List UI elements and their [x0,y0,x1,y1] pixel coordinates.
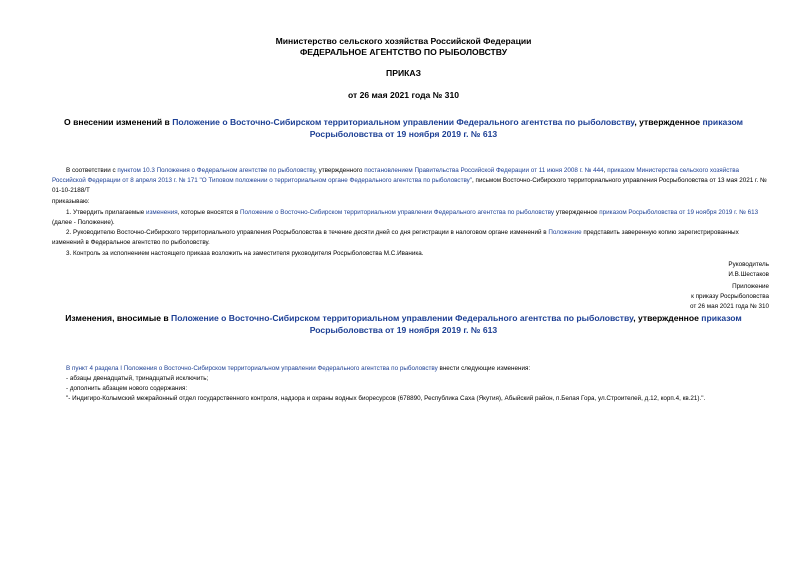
changes-line-new-text: "- Индигиро-Колымский межрайонный отдел государственного контроля, надзора и охраны водных биоресурсов (678890, Республика Саха (Якутия), Абыйский район, п.Белая Гора, ул.Строителей, д.12, корп.4, кв.21).". [66,395,706,402]
appendix-to: к приказу Росрыболовства [691,293,769,300]
signatory-name: И.В.Шестаков [728,271,769,278]
appendix-title-link-order-tail[interactable]: Росрыболовства от 19 ноября 2019 г. № 613 [309,325,498,335]
item-1-paragraph: 1. Утвердить прилагаемые изменения, которые вносятся в Положение о Восточно-Сибирском территориальном управлении Федерального агентства по рыболовству утвержденное приказом Росрыболовства от 19 ноября 2019 г. № 613 (далее - Положение). [52,209,759,226]
link-regulation-short[interactable]: Положение [548,229,582,236]
link-order-613[interactable]: приказом Росрыболовства от 19 ноября 2019 г. № 613 [599,209,759,216]
appendix-label: Приложение [732,283,769,290]
appendix-title: Изменения, вносимые в Положение о Восточно-Сибирском территориальном управлении Федерального агентства по рыболовству, утвержденное приказом Росрыболовства от 19 ноября 2019 г. № 613 [65,313,742,335]
ministry-name: Министерство сельского хозяйства Российской Федерации [275,36,532,46]
item-3-paragraph: 3. Контроль за исполнением настоящего приказа возложить на заместителя руководителя Росрыболовства М.С.Иваника. [66,250,424,257]
appendix-date: от 26 мая 2021 года № 310 [690,303,769,310]
signatory-position: Руководитель [728,261,769,268]
item-2-paragraph: 2. Руководителю Восточно-Сибирского территориального управления Росрыболовства в течение десяти дней со дня регистрации в налоговом органе изменений в Положение представить заверенную копию зарегистрированных изменений в Федеральное агентство по рыболовству. [52,229,739,246]
document-date: от 26 мая 2021 года № 310 [347,90,460,100]
link-clause-4-section-1[interactable]: В пункт 4 раздела I Положения о Восточно-Сибирском территориальном управлении Федерального агентства по рыболовству [66,365,438,372]
changes-line-add: - дополнить абзацем нового содержания: [66,385,188,392]
document-title: О внесении изменений в Положение о Восточно-Сибирском территориальном управлении Федерального агентства по рыболовству, утвержденное приказом Росрыболовства от 19 ноября 2019 г. № 613 [64,117,743,139]
preamble-paragraph: В соответствии с пунктом 10.3 Положения о Федеральном агентстве по рыболовству, утвержденного постановлением Правительства Российской Федерации от 11 июня 2008 г. № 444, приказом Министерства сельского хозяйства Российской Федерации от 8 апреля 2013 г. № 171 "О Типовом положении о территориальном органе Федерального агентства по рыболовству", письмом Восточно-Сибирского территориального управления Росрыболовства от 13 мая 2021 г. № 01-10-2188/Т [52,167,767,194]
link-regulation[interactable]: Положение о Восточно-Сибирском территориальном управлении Федерального агентства по рыболовству [240,209,555,216]
agency-name: ФЕДЕРАЛЬНОЕ АГЕНТСТВО ПО РЫБОЛОВСТВУ [299,47,508,57]
changes-line-exclude: - абзацы двенадцатый, тринадцатый исключить; [66,375,209,382]
title-link-order-tail[interactable]: Росрыболовства от 19 ноября 2019 г. № 613 [309,129,498,139]
appendix-title-link-order[interactable]: приказом [701,313,742,323]
document-type: ПРИКАЗ [386,68,421,78]
orders-word: приказываю: [52,198,90,205]
link-ministry-order[interactable]: приказом Министерства сельского хозяйства Российской Федерации от 8 апреля 2013 г. № 171 "О Типовом положении о территориальном органе Федерального агентства по рыболовству" [52,167,740,184]
title-link-order[interactable]: приказом [702,117,743,127]
link-clause-10-3[interactable]: пунктом 10.3 Положения о Федеральном агентстве по рыболовству [117,167,316,174]
appendix-title-link-regulation[interactable]: Положение о Восточно-Сибирском территориальном управлении Федерального агентства по рыболовству [171,313,634,323]
link-changes[interactable]: изменения [146,209,178,216]
title-link-regulation[interactable]: Положение о Восточно-Сибирском территориальном управлении Федерального агентства по рыболовству [172,117,635,127]
link-government-decree[interactable]: постановлением Правительства Российской Федерации от 11 июня 2008 г. № 444 [364,167,604,174]
changes-intro: В пункт 4 раздела I Положения о Восточно-Сибирском территориальном управлении Федерального агентства по рыболовству внести следующие изменения: [66,365,531,372]
